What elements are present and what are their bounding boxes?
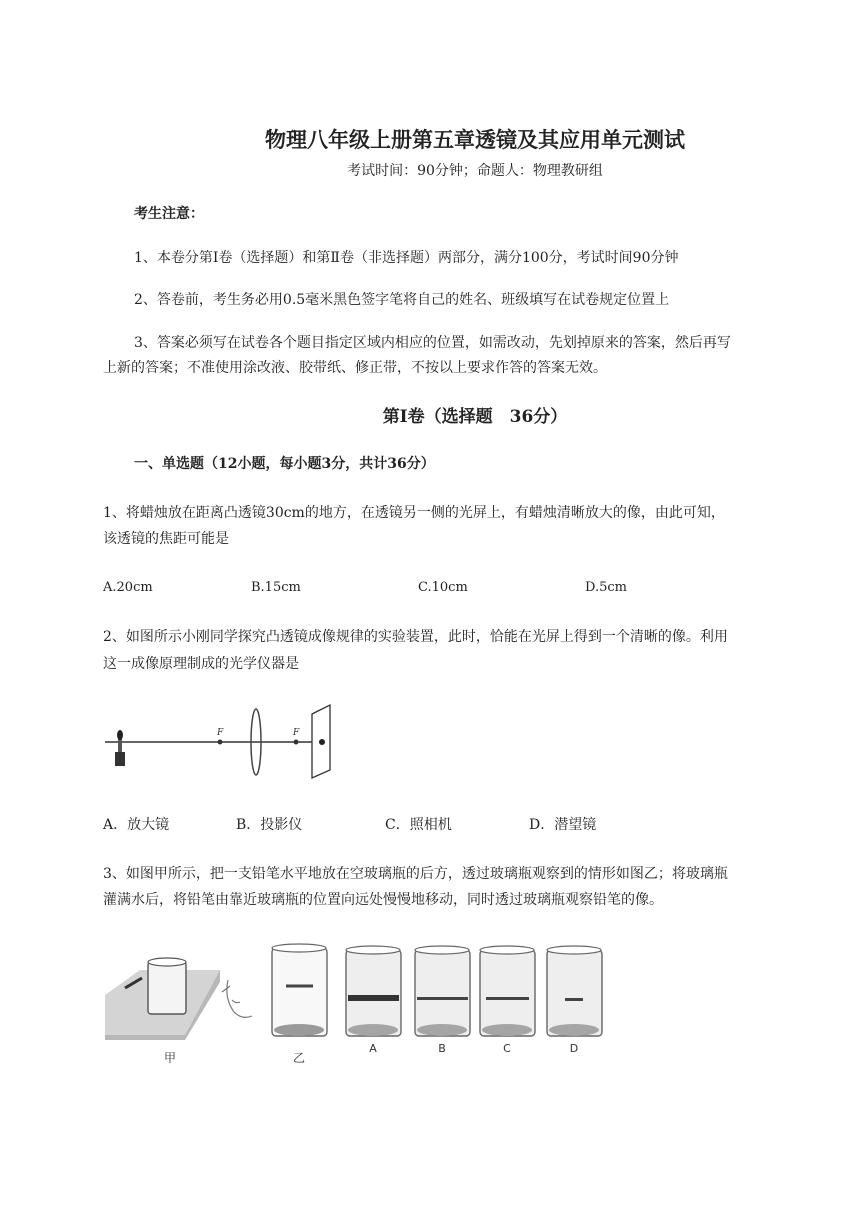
label-option-b: B bbox=[438, 1042, 446, 1055]
q1-option-c: C.10cm bbox=[418, 580, 468, 595]
q1-option-b: B.15cm bbox=[251, 580, 301, 595]
q2-option-d: D．潜望镜 bbox=[529, 817, 597, 833]
figure-option-b bbox=[415, 946, 470, 1055]
observer-face bbox=[222, 980, 252, 1017]
candle-icon bbox=[115, 730, 125, 766]
label-option-c: C bbox=[503, 1042, 511, 1055]
focal-point-left bbox=[218, 740, 223, 745]
label-option-a: A bbox=[369, 1042, 377, 1055]
question-1-line-2: 该透镜的焦距可能是 bbox=[103, 531, 229, 547]
figure-option-a bbox=[346, 946, 401, 1055]
focal-label-right: F bbox=[293, 728, 300, 738]
question-2-line-2: 这一成像原理制成的光学仪器是 bbox=[103, 656, 299, 672]
figure-yi bbox=[272, 944, 327, 1065]
focal-label-left: F bbox=[217, 728, 224, 738]
focal-point-right bbox=[294, 740, 299, 745]
q1-option-a: A.20cm bbox=[103, 580, 153, 595]
question-1-line-1: 1、将蜡烛放在距离凸透镜30cm的地方，在透镜另一侧的光屏上，有蜡烛清晰放大的像，由此可知， bbox=[103, 505, 725, 521]
q1-option-d: D.5cm bbox=[585, 580, 627, 595]
question-2-line-1: 2、如图所示小刚同学探究凸透镜成像规律的实验装置，此时，恰能在光屏上得到一个清晰的像。利用 bbox=[103, 629, 728, 645]
exam-info: 考试时间：90分钟；命题人：物理教研组 bbox=[347, 163, 603, 179]
screen-image-spot bbox=[319, 739, 325, 745]
label-option-d: D bbox=[569, 1042, 579, 1055]
notice-item-2: 2、答卷前，考生务必用0.5毫米黑色签字笔将自己的姓名、班级填写在试卷规定位置上 bbox=[134, 292, 670, 308]
figure-option-c bbox=[480, 946, 535, 1055]
label-jia: 甲 bbox=[163, 1051, 177, 1065]
notice-item-3: 3、答案必须写在试卷各个题目指定区域内相应的位置，如需改动，先划掉原来的答案，然后再写 bbox=[134, 335, 731, 351]
lens-experiment-figure bbox=[105, 700, 345, 780]
page-title: 物理八年级上册第五章透镜及其应用单元测试 bbox=[265, 127, 685, 152]
part-title: 一、单选题（12小题，每小题3分，共计36分） bbox=[134, 456, 435, 472]
notice-heading: 考生注意： bbox=[134, 206, 204, 222]
figure-option-d bbox=[547, 946, 602, 1055]
notice-item-1: 1、本卷分第Ⅰ卷（选择题）和第Ⅱ卷（非选择题）两部分，满分100分，考试时间90分钟 bbox=[134, 250, 679, 266]
section-title: 第Ⅰ卷（选择题 36分） bbox=[382, 407, 568, 427]
q2-option-b: B．投影仪 bbox=[236, 817, 303, 833]
label-yi: 乙 bbox=[292, 1051, 306, 1065]
question-3-line-1: 3、如图甲所示，把一支铅笔水平地放在空玻璃瓶的后方，透过玻璃瓶观察到的情形如图乙；将玻璃瓶 bbox=[103, 866, 728, 882]
bottle-pencil-figure bbox=[100, 940, 610, 1065]
question-3-line-2: 灌满水后，将铅笔由靠近玻璃瓶的位置向远处慢慢地移动，同时透过玻璃瓶观察铅笔的像。 bbox=[103, 892, 663, 908]
q2-option-c: C．照相机 bbox=[385, 817, 452, 833]
notice-item-3-cont: 上新的答案；不准使用涂改液、胶带纸、修正带，不按以上要求作答的答案无效。 bbox=[103, 360, 607, 376]
q2-option-a: A．放大镜 bbox=[103, 817, 170, 833]
setup-figure-jia bbox=[105, 958, 252, 1065]
